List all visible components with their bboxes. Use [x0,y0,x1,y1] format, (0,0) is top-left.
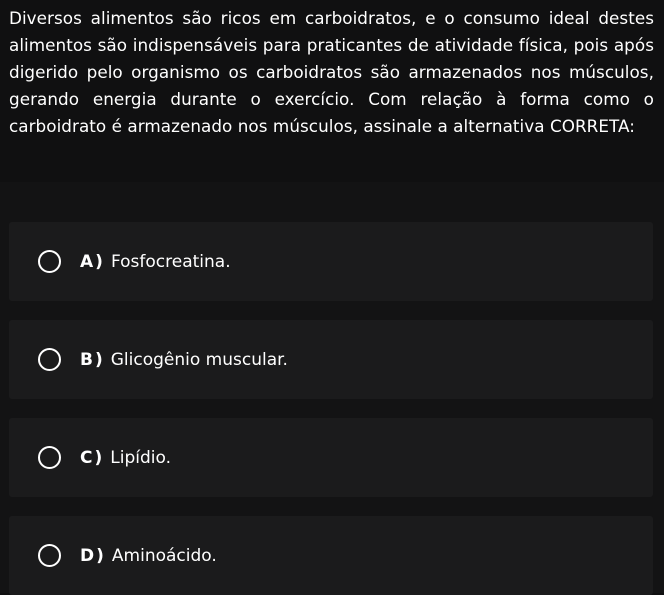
options-list [0,182,664,593]
radio-button-icon[interactable] [38,348,61,371]
radio-button-icon[interactable] [38,544,61,567]
option-c[interactable] [9,418,653,497]
option-label: Lipídio. [110,447,171,468]
option-b[interactable] [9,320,653,399]
question-text: Diversos alimentos são ricos em carboidratos, e o consumo ideal destes alimentos são indispensáveis para praticantes de atividade física, pois após digerido pelo organismo os carboidratos são armazenados nos músculos, gerando energia durante o exercício. Com relação à forma como o carboidrato é armazenado nos músculos, assinale a alternativa CORRETA: [9,8,654,136]
radio-button-icon[interactable] [38,250,61,273]
option-a[interactable] [9,222,653,301]
option-letter: A [80,251,94,272]
option-letter: D [80,545,95,566]
option-paren: ) [95,251,103,272]
radio-button-icon[interactable] [38,446,61,469]
option-letter: C [80,447,93,468]
option-label: Glicogênio muscular. [110,349,288,370]
question-panel [0,0,664,182]
option-label: Fosfocreatina. [110,251,231,272]
option-label: Aminoácido. [111,545,217,566]
option-paren: ) [96,545,104,566]
option-letter: B [80,349,93,370]
option-d[interactable] [9,516,653,595]
option-paren: ) [94,447,103,468]
option-paren: ) [94,349,103,370]
